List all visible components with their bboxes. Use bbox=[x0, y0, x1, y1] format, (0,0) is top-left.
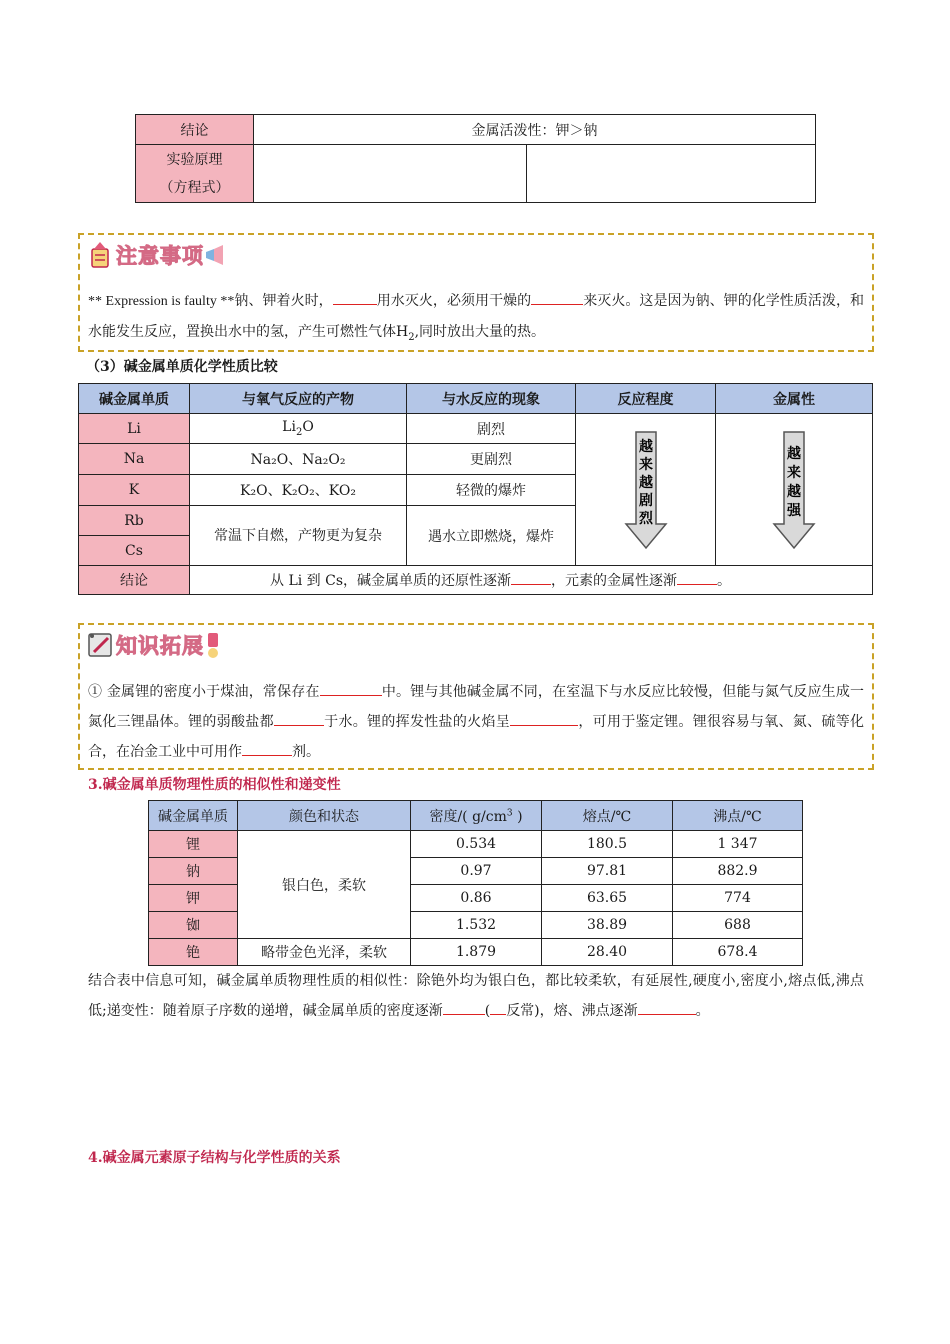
phys-header-density bbox=[411, 801, 542, 831]
knowledge-banner-title: 知识拓展 bbox=[116, 634, 204, 658]
conclusion-table bbox=[135, 114, 816, 203]
phys-melting: 97.81 bbox=[542, 858, 673, 885]
knowledge-paragraph bbox=[88, 677, 864, 767]
phys-header-metal: 碱金属单质 bbox=[149, 801, 238, 831]
note-text-4: ,同时放出大量的热。 bbox=[414, 324, 546, 340]
knowledge-text-5: 剂。 bbox=[292, 744, 320, 760]
phys-melting: 38.89 bbox=[542, 912, 673, 939]
element-rb: Rb bbox=[79, 506, 190, 536]
principle-cell-right bbox=[527, 145, 816, 203]
header-water: 与水反应的现象 bbox=[407, 384, 576, 414]
oxide-li-tail: O bbox=[302, 419, 314, 436]
note-blank-1[interactable] bbox=[333, 304, 377, 305]
element-li: Li bbox=[79, 414, 190, 444]
chem-conclusion-1: 从 Li 到 Cs，碱金属单质的还原性逐渐 bbox=[270, 573, 512, 589]
density-header-sup: 3 bbox=[506, 807, 513, 818]
chem-conclusion-3: 。 bbox=[717, 573, 732, 589]
water-rb-cs: 遇水立即燃烧，爆炸 bbox=[407, 506, 576, 566]
element-na: Na bbox=[79, 444, 190, 475]
section3-title: （3）碱金属单质化学性质比较 bbox=[86, 359, 278, 375]
knowledge-blank-2[interactable] bbox=[274, 725, 324, 726]
oxide-li bbox=[190, 414, 407, 444]
phys-density: 0.97 bbox=[411, 858, 542, 885]
knowledge-blank-1[interactable] bbox=[320, 695, 382, 696]
metal-arrow-char-1: 来 bbox=[787, 464, 801, 481]
chem-blank-1[interactable] bbox=[511, 584, 551, 585]
phys-row-name: 铷 bbox=[149, 912, 238, 939]
note-text-3: 来灭火。这是因为钠、钾的化学性质活泼，和水能发生反应，置换出水中的氢，产生可燃性气体 bbox=[88, 293, 865, 340]
phys-row-name: 钠 bbox=[149, 858, 238, 885]
down-arrow-icon bbox=[624, 430, 668, 550]
summary-text-3: 反常)，熔、沸点逐渐 bbox=[506, 1003, 638, 1019]
phys-density: 0.86 bbox=[411, 885, 542, 912]
phys-header-color: 颜色和状态 bbox=[238, 801, 411, 831]
metallicity-arrow-cell bbox=[716, 414, 873, 566]
phys-row-name: 钾 bbox=[149, 885, 238, 912]
water-na: 更剧烈 bbox=[407, 444, 576, 475]
knowledge-text-2: 中。锂与其他碱金属不同，在室温下与水反应比较慢，但能与氮气反应生成一氮化三锂晶体。锂的弱酸盐都 bbox=[88, 684, 865, 730]
phys-header-boiling: 沸点/℃ bbox=[673, 801, 803, 831]
chem-blank-2[interactable] bbox=[677, 584, 717, 585]
oxide-li-base: Li bbox=[282, 419, 296, 436]
knowledge-text-4: ，可用于鉴定锂。锂很容易与氧、氮、硫等化合，在冶金工业中可用作 bbox=[88, 714, 865, 760]
summary-text-1: 结合表中信息可知，碱金属单质物理性质的相似性：除铯外均为银白色，都比较柔软，有延展性,硬度小,密度小,熔点低,沸点低;递变性：随着原子序数的递增，碱金属单质的密度逐渐 bbox=[88, 973, 864, 1019]
element-cs: Cs bbox=[79, 536, 190, 566]
conclusion-label: 结论 bbox=[136, 115, 254, 145]
section4-title: 4.碱金属元素原子结构与化学性质的关系 bbox=[88, 1150, 341, 1166]
knowledge-blank-3[interactable] bbox=[510, 725, 578, 726]
degree-arrow-char-2: 越 bbox=[638, 474, 653, 491]
oxide-na: Na₂O、Na₂O₂ bbox=[190, 444, 407, 475]
note-banner bbox=[86, 240, 226, 270]
phys-density: 1.532 bbox=[411, 912, 542, 939]
degree-arrow-char-4: 烈 bbox=[638, 510, 653, 527]
phys-color-cs: 略带金色光泽，柔软 bbox=[238, 939, 411, 966]
oxide-rb-cs-text: 常温下自燃，产物更为复杂 bbox=[214, 527, 382, 544]
summary-text-4: 。 bbox=[695, 1003, 710, 1019]
principle-label-line1: 实验原理 bbox=[166, 151, 223, 168]
phys-melting: 180.5 bbox=[542, 831, 673, 858]
phys-density: 0.534 bbox=[411, 831, 542, 858]
note-text-1: 钠、钾着火时， bbox=[234, 293, 333, 309]
phys-boiling: 774 bbox=[673, 885, 803, 912]
h2-base: H bbox=[396, 324, 409, 340]
down-arrow-icon bbox=[772, 430, 816, 550]
degree-arrow-cell bbox=[576, 414, 716, 566]
note-prefix: ** Expression is faulty ** bbox=[88, 294, 235, 309]
degree-arrow-char-0: 越 bbox=[638, 438, 653, 455]
header-degree: 反应程度 bbox=[576, 384, 716, 414]
summary-blank-3[interactable] bbox=[638, 1014, 696, 1015]
principle-cell-left bbox=[254, 145, 527, 203]
water-li: 剧烈 bbox=[407, 414, 576, 444]
oxide-rb-cs bbox=[190, 506, 407, 566]
metal-arrow-char-2: 越 bbox=[787, 483, 801, 500]
principle-label-line2: （方程式） bbox=[159, 179, 230, 196]
phys-boiling: 882.9 bbox=[673, 858, 803, 885]
metal-arrow-char-3: 强 bbox=[787, 502, 801, 519]
phys-row-name: 铯 bbox=[149, 939, 238, 966]
phys-row-name: 锂 bbox=[149, 831, 238, 858]
phys-boiling: 678.4 bbox=[673, 939, 803, 966]
density-header-text: 密度/( g/cm bbox=[429, 808, 507, 825]
degree-arrow-char-3: 剧 bbox=[638, 492, 653, 509]
principle-label bbox=[136, 145, 254, 203]
chem-conclusion-label: 结论 bbox=[79, 566, 190, 595]
degree-arrow-char-1: 来 bbox=[638, 456, 653, 473]
physical-properties-table bbox=[148, 800, 803, 966]
phys-boiling: 688 bbox=[673, 912, 803, 939]
element-k: K bbox=[79, 475, 190, 506]
physical-section-title: 3.碱金属单质物理性质的相似性和递变性 bbox=[88, 777, 341, 793]
bulb-icon bbox=[204, 631, 222, 659]
oxide-k: K₂O、K₂O₂、KO₂ bbox=[190, 475, 407, 506]
header-oxygen: 与氧气反应的产物 bbox=[190, 384, 407, 414]
knowledge-text-3: 于水。锂的挥发性盐的火焰呈 bbox=[323, 714, 511, 730]
knowledge-text-1: ① 金属锂的密度小于煤油，常保存在 bbox=[88, 684, 320, 700]
chem-conclusion-2: ，元素的金属性逐渐 bbox=[551, 573, 678, 589]
metal-arrow-char-0: 越 bbox=[787, 445, 801, 462]
phys-boiling: 1 347 bbox=[673, 831, 803, 858]
phys-density: 1.879 bbox=[411, 939, 542, 966]
water-k: 轻微的爆炸 bbox=[407, 475, 576, 506]
chemical-properties-table bbox=[78, 383, 873, 595]
header-metal: 碱金属单质 bbox=[79, 384, 190, 414]
summary-blank-1[interactable] bbox=[443, 1014, 485, 1015]
summary-blank-2[interactable] bbox=[490, 1014, 506, 1015]
notice-board-icon bbox=[86, 240, 116, 270]
note-paragraph bbox=[88, 286, 864, 353]
oxide-li-sub: 2 bbox=[295, 426, 303, 438]
phys-color-common: 银白色，柔软 bbox=[238, 831, 411, 939]
phys-melting: 63.65 bbox=[542, 885, 673, 912]
h2-sub: 2 bbox=[408, 331, 415, 343]
summary-text-2: ( bbox=[484, 1003, 491, 1019]
phys-header-melting: 熔点/℃ bbox=[542, 801, 673, 831]
phys-melting: 28.40 bbox=[542, 939, 673, 966]
knowledge-banner bbox=[86, 630, 222, 660]
note-text-2: 用水灭火，必须用干燥的 bbox=[376, 293, 532, 309]
megaphone-icon bbox=[204, 245, 226, 265]
physical-summary bbox=[88, 966, 864, 1026]
chem-conclusion-text bbox=[190, 566, 873, 595]
density-header-tail: ) bbox=[512, 808, 523, 825]
note-blank-2[interactable] bbox=[531, 304, 583, 305]
knowledge-blank-4[interactable] bbox=[242, 755, 292, 756]
pencil-board-icon bbox=[86, 630, 116, 660]
conclusion-value: 金属活泼性：钾＞钠 bbox=[254, 115, 816, 145]
h2-formula bbox=[396, 324, 415, 343]
header-metallicity: 金属性 bbox=[716, 384, 873, 414]
note-banner-title: 注意事项 bbox=[116, 244, 204, 268]
